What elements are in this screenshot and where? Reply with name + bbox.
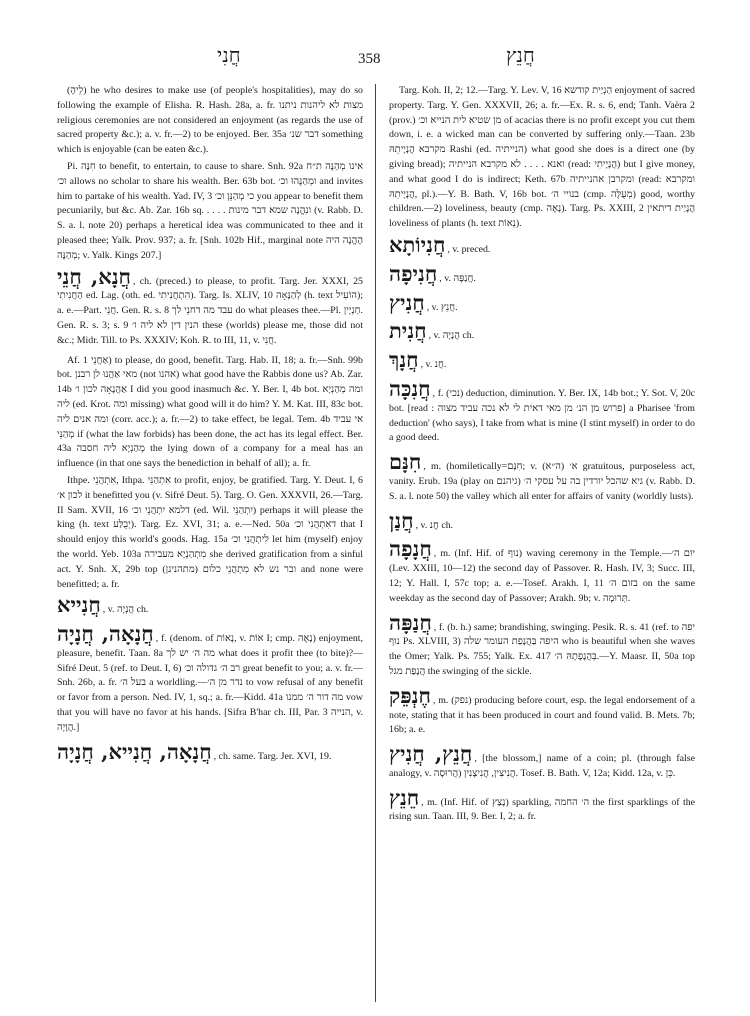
entry-paragraph: [57, 474, 363, 592]
entry-text: f. (נכי) deduction, diminution. Y. Ber. IX, 14b bot.; Y. Sot. V, 20c bot. [read : פרוש מן הנ׳ מן מאי דאית לי לא נכה עביד מצוה] a Pharisee 'from deduction' (who says), I take from what is mine (I stint myself) in order to do a good deed.: [389, 387, 695, 444]
entry-text: (לֵיהָ) he who desires to make use (of people's hospitalities), may do so following the example of Elisha. R. Hash. 28a, a. fr. מצות לא ליהנות ניתנו religious ceremonies are not considered an enjoyment (as regards the use of sacred property &c.); a. v. fr.—2) to be enjoyed. Ber. 35a דבר שנ׳ something which is enjoyable (can be eaten &c.).: [57, 85, 363, 156]
dictionary-entry: חֲנָפָה , m. (Inf. Hif. of נוף) waving ceremony in the Temple.—יום ה׳ (Lev. XXIII, 10—12) the second day of Passover. R. Hash. IV, 3; Succ. III, 12; Y. Hall. I, 57c top; a. e.—Tosef. Arakh. I, 11 בזום ה׳ on the same weekday as the second day of Passover; Arakh. 9b; v. תְּרוּמָה.: [389, 536, 695, 604]
dictionary-entry: חֶנְפֵּק , m. (נפק) producing before court, esp. the legal endorsement of a note, stating that it has been produced in court and found valid. B. Mets. 7b; 16b; a. e.: [389, 682, 695, 736]
entry-headword: חֲנָאָה, חֲנִייא, חֲנָיָה: [57, 738, 212, 764]
entry-text: v. חֲנֵץ.: [431, 301, 458, 313]
dictionary-entry: חִנָּם , m. (homiletically=חִנָּם; v. א׳ (ה״א) gratuitous, purposeless act, vanity. Erub. 19a (play on גיהנם) גיא שהכל יורדין בה על עסקי ה׳ (v. Rabb. D. S. a. l. note 50) the valley which all enter for affairs of vanity (worldly lusts).: [389, 449, 695, 502]
entry-paragraph: [389, 84, 695, 232]
running-head-right-word: חֲנֵץ: [506, 45, 535, 67]
entry-text: f. (denom. of נָאוֹת, v. אוֹת I; cmp. נָאֶה) enjoyment, pleasure, benefit. Taan. 8a מה ה׳ יש לך what does it profit thee (to bite)?—Sifré Deut. 5 (ref. to Deut. I, 6) רב ה׳ גדולה וכ׳ great benefit to you; a. v. fr.—Snh. 26b, a. fr. בעל ה׳ a worldling.—נדר מן ה׳ to vow refusal of any benefit or favor from a person. Ned. IV, 1, sq.; a. fr.—Kidd. 41a מה דור ה׳ ממנו vow that you will have no favor at his hands. [Sifra B'har ch. III, Par. 3 הנייה, v. הֲוָיָה.]: [57, 633, 363, 733]
entry-paragraph: [57, 160, 363, 264]
dictionary-entry: חֵנֵץ , m. (Inf. Hif. of נָצַץ) sparkling, ה׳ החמה the first sparklings of the rising sun. Taan. III, 9. Ber. I, 2; a. fr.: [389, 784, 695, 823]
entry-text: v. חֲנַפָּה.: [444, 272, 476, 284]
entry-text: v. הֲנָיָה ch.: [107, 604, 149, 616]
dictionary-entry: חֲנִיוֹתָא , v. preced.: [389, 231, 491, 257]
entry-text: Targ. Koh. II, 2; 12.—Targ. Y. Lev. V, 16 הַנְיַית קודשא enjoyment of sacred property. Targ. Y. Gen. XXXVII, 26; a. fr.—Ex. R. s. 6, end; Tanh. Vaëra 2 (prov.) מן שטיא לית הנייא וכ׳ of acacias there is no profit except you cut them down, i. e. a wicked man can be converted by suffering only.—Taan. 23b מקרבא הֲנָיָיתֵהּ Rashi (ed. הנייתיה) what good she does is a direct one (by giving bread); ואנא . . . . לא מקרבא הנייתיה (read: הֲנָיָיתִי) but I give money, and what good I do is indirect; Keth. 67b ומקרבן אהנייתיה (read: ומקרבא הֲנָיָיתֵהּ, pl.).—Y. B. Bath. V, 16b bot. בנויי ה׳ (cmp. מְעֻלֶּה) good, worthy children.—2) loveliness, beauty (cmp. נָאֶה). Targ. Ps. XXIII, 2 הֲנָיַית דיתאין loveliness of plants (h. text נְאוֹת).: [389, 85, 695, 230]
entry-text: v. הֲנָיָה ch.: [433, 330, 475, 342]
entry-text: v. preced.: [452, 243, 491, 255]
entry-headword: חֲנִכָּה: [389, 375, 431, 401]
dictionary-entry: חֲנֵץ, חֲנִיץ , [the blossom,] name of a coin; pl. (through false analogy, v. הֲרוּסָה) הֲנִיצִין, הֲנִיצָנִין. Tosef. B. Bath. V, 12a; Kidd. 12a, v. כֵּן.: [389, 741, 695, 779]
dictionary-entry: חֲנִכָּה , f. (נכי) deduction, diminution. Y. Ber. IX, 14b bot.; Y. Sot. V, 20c bot. [read : פרוש מן הנ׳ מן מאי דאית לי לא נכה עביד מצוה] a Pharisee 'from deduction' (who says), I take from what is mine (I stint myself) in order to do a good deed.: [389, 375, 695, 444]
dictionary-entry: חֲנַפָּה , f. (b. h.) same; brandishing, swinging. Pesik. R. s. 41 (ref. to יפה נוף Ps. XLVIII, 3) היפה בַּהֲנָפַת העומר שלה who is beautiful when she waves the Omer; Yalk. Ps. 755; Yalk. Ex. 417 בְּהֲנָפָתָהּ ה׳.—Y. Maasr. II, 50a top הֲנָפַת מגל the swinging of the sickle.: [389, 609, 695, 677]
entry-headword: חֲנֵץ, חֲנִיץ: [389, 741, 473, 767]
entry-text: m. (Inf. Hif. of נָצַץ) sparkling, ה׳ החמה the first sparklings of the rising sun. Taan. III, 9. Ber. I, 2; a. fr.: [389, 796, 695, 823]
entry-headword: חֲנַפָּה: [389, 609, 432, 635]
dictionary-entry: חֲנִיץ , v. חֲנֵץ.: [389, 289, 458, 315]
column-divider: [375, 84, 376, 1002]
entry-text: m. (נפק) producing before court, esp. the legal endorsement of a note, stating that it has been produced in court and found valid. B. Mets. 7b; 16b; a. e.: [389, 694, 695, 736]
entry-headword: חֲנִיוֹתָא: [389, 231, 446, 257]
entry-text: m. (Inf. Hif. of נוף) waving ceremony in the Temple.—יום ה׳ (Lev. XXIII, 10—12) the second day of Passover. R. Hash. IV, 3; Succ. III, 12; Y. Hall. I, 57c top; a. e.—Tosef. Arakh. I, 11 בזום ה׳ on the same weekday as the second day of Passover; Arakh. 9b; v. תְּרוּמָה.: [389, 548, 695, 604]
entry-headword: חֲנָאָה, חֲנָיָה: [57, 621, 154, 647]
entry-headword: חֲנִיפָה: [389, 260, 438, 286]
dictionary-entry: חֲנָאָה, חֲנִייא, חֲנָיָה , ch. same. Targ. Jer. XVI, 19.: [57, 738, 332, 764]
dictionary-entry: חֲנַן , v. חֲנ ch.: [389, 507, 454, 533]
entry-text: m. (homiletically=חִנָּם; v. א׳ (ה״א) gratuitous, purposeless act, vanity. Erub. 19a (play on גיהנם) גיא שהכל יורדין בה על עסקי ה׳ (v. Rabb. D. S. a. l. note 50) the valley which all enter for affairs of vanity (worldly lusts).: [389, 461, 695, 502]
entry-headword: חֲנָךְ: [389, 347, 419, 373]
entry-headword: חֵנֵץ: [389, 784, 420, 810]
dictionary-entry: חֲנִית , v. הֲנָיָה ch.: [389, 318, 475, 344]
entry-headword: חִנָּם: [389, 449, 422, 475]
running-head-left-word: חֲנִי: [217, 45, 241, 67]
entry-headword: חֲנִית: [389, 318, 427, 344]
entry-headword: חֶנְפֵּק: [389, 682, 431, 708]
page-number: 358: [358, 51, 381, 67]
entry-text: ch. (preced.) to please, to profit. Targ. Jer. XXXI, 25 הַחֲנִיתִי ed. Lag. (oth. ed. הִתְחֲנִיתִי). Targ. Is. XLIV, 10 לְהַנָּאָה (h. text הוֹעִיל); a. e.—Part. חֲנֵי. Gen. R. s. 8 עבד מה דחנֵי לך do what pleases thee.—Pl. חַנְיָין. Gen. R. s. 3; s. 9 הנין דין לא ליה ו׳ these (worlds) please me, those did not &c.; Midr. Till. to Ps. XXXIV; Koh. R. to III, 11, v. ‌חֲנִי.: [57, 275, 363, 346]
entry-text: f. (b. h.) same; brandishing, swinging. Pesik. R. s. 41 (ref. to יפה נוף Ps. XLVIII, 3) היפה בַּהֲנָפַת העומר שלה who is beautiful when she waves the Omer; Yalk. Ps. 755; Yalk. Ex. 417 בְּהֲנָפָתָהּ ה׳.—Y. Maasr. II, 50a top הֲנָפַת מגל the swinging of the sickle.: [389, 621, 695, 677]
entry-headword: חֲנַן: [389, 507, 414, 533]
dictionary-entry: חֲנָךְ , v. חֲנ.: [389, 347, 447, 373]
entry-text: Af. אַחֲנֵי 1) to please, do good, benefit. Targ. Hab. II, 18; a. fr.—Snh. 99b bot. מאי אַהֲנוּ לן רבנן (not אהנו) what good have the Rabbis done us? Ab. Zar. 14b אַהֲנָאָה לכון ו׳ I did you good inasmuch &c. Y. Ber. I, 4b bot. ומה מְהַנְיָא ליה (ed. Krot. ומה missing) what good will it do him? Y. M. Kat. III, 83c bot. ומה אנים ליה (corr. acc.); a. fr.—2) to take effect, be legal. Tem. 4b אי עביד מְהַנֵּי if (what the law forbids) has been done, the act has its legal effect. Ber. 43a מְהַנְיָא ליה חסבה the lying down of a company for a meal has an influence (in that one says the benediction in behalf of all); a. fr.: [57, 354, 363, 470]
entry-text: v. חֲנ.: [425, 359, 447, 371]
dictionary-entry: חֲנָאָה, חֲנָיָה , f. (denom. of נָאוֹת, v. אוֹת I; cmp. נָאֶה) enjoyment, pleasure, benefit. Taan. 8a מה ה׳ יש לך what does it profit thee (to bite)?—Sifré Deut. 5 (ref. to Deut. I, 6) רב ה׳ גדולה וכ׳ great benefit to you; a. v. fr.—Snh. 26b, a. fr. בעל ה׳ a worldling.—נדר מן ה׳ to vow refusal of any benefit or favor from a person. Ned. IV, 1, sq.; a. fr.—Kidd. 41a מה דור ה׳ ממנו vow that you will have no favor at his hands. [Sifra B'har ch. III, Par. 3 הנייה, v. הֲוָיָה.]: [57, 621, 363, 733]
entry-headword: חֲנִיץ: [389, 289, 425, 315]
entry-headword: חֲנָפָה: [389, 536, 432, 562]
dictionary-entry: חֲנִייא , v. הֲנָיָה ch.: [57, 592, 149, 618]
entry-paragraph: [57, 354, 363, 472]
entry-headword: חֲנִייא: [57, 592, 101, 618]
entry-headword: חֲנָא, חֲנֵי: [57, 263, 131, 289]
entry-text: ch. same. Targ. Jer. XVI, 19.: [218, 750, 332, 762]
entry-text: v. חֲנ ch.: [420, 519, 454, 531]
dictionary-entry: חֲנָא, חֲנֵי , ch. (preced.) to please, to profit. Targ. Jer. XXXI, 25 הַחֲנִיתִי ed. Lag. (oth. ed. הִתְחֲנִיתִי). Targ. Is. XLIV, 10 לְהַנָּאָה (h. text הוֹעִיל); a. e.—Part. חֲנֵי. Gen. R. s. 8 עבד מה דחנֵי לך do what pleases thee.—Pl. חַנְיָין. Gen. R. s. 3; s. 9 הנין דין לא ליה ו׳ these (worlds) please me, those did not &c.; Midr. Till. to Ps. XXXIV; Koh. R. to III, 11, v. ‌חֲנִי.: [57, 263, 363, 346]
entry-text: [the blossom,] name of a coin; pl. (through false analogy, v. הֲרוּסָה) הֲנִיצִין, הֲנִיצָנִין. Tosef. B. Bath. V, 12a; Kidd. 12a, v. כֵּן.: [389, 753, 695, 779]
entry-text: Ithpe. אִתְהֲנֵי, Ithpa. אִתְהַנֵּי to profit, enjoy, be gratified. Targ. Y. Deut. I, 6 לכון א׳ it benefitted you (v. Sifré Deut. 5). Targ. O. Gen. XXXVII, 26.—Targ. II Sam. XVII, 16 דלמא יִתְהֲנֵי וכ׳ (ed. Wil. יִתְהַנֵּי) perhaps it will please the king (h. text יְבֻלַּע). Targ. Ez. XVI, 31; a. e.—Ned. 50a דאִתְהֲנִי וכ׳ that I should enjoy this world's goods. Hag. 15a לִיתְהֲנִי וכ׳ let him (myself) enjoy the world. Yeb. 103a מִתְהַנְיָא מעבירה she derived gratification from a sinful act. Y. Snh. X, 29b top ובר נש לא מִתְהֲנֵי כלום (מתהנינן) and none were benefitted; a. fr.: [57, 474, 363, 590]
entry-paragraph: [57, 84, 363, 158]
entry-text: Pi. חִנָּה to benefit, to entertain, to cause to share. Snh. 92a אינו מְהַנֶּה ת״ח וכ׳ allows no scholar to share his wealth. Ber. 63b bot. ומְהַנֶּהוּ וכ׳ and invites him to partake of his wealth. Yad. IV, 3 כי מְהַנֵּן וכ׳ you appear to benefit them pecuniarily, but &c. Ab. Zar. 16b sq. . . . . ונִהֱנָה שמא דבר מינות (v. Rabb. D. S. a. l. note 20) perhaps a heretical idea was communicated to thee and it pleased thee; Yalk. Prov. 937; a. fr. [Snh. 102b Hif., marginal note הֶהֱנָה היה מְהַנֶּה; v. Yalk. Kings 207.]: [57, 160, 363, 261]
right-column: [389, 84, 695, 1004]
dictionary-entry: חֲנִיפָה , v. חֲנַפָּה.: [389, 260, 476, 286]
left-column: [57, 84, 363, 1004]
